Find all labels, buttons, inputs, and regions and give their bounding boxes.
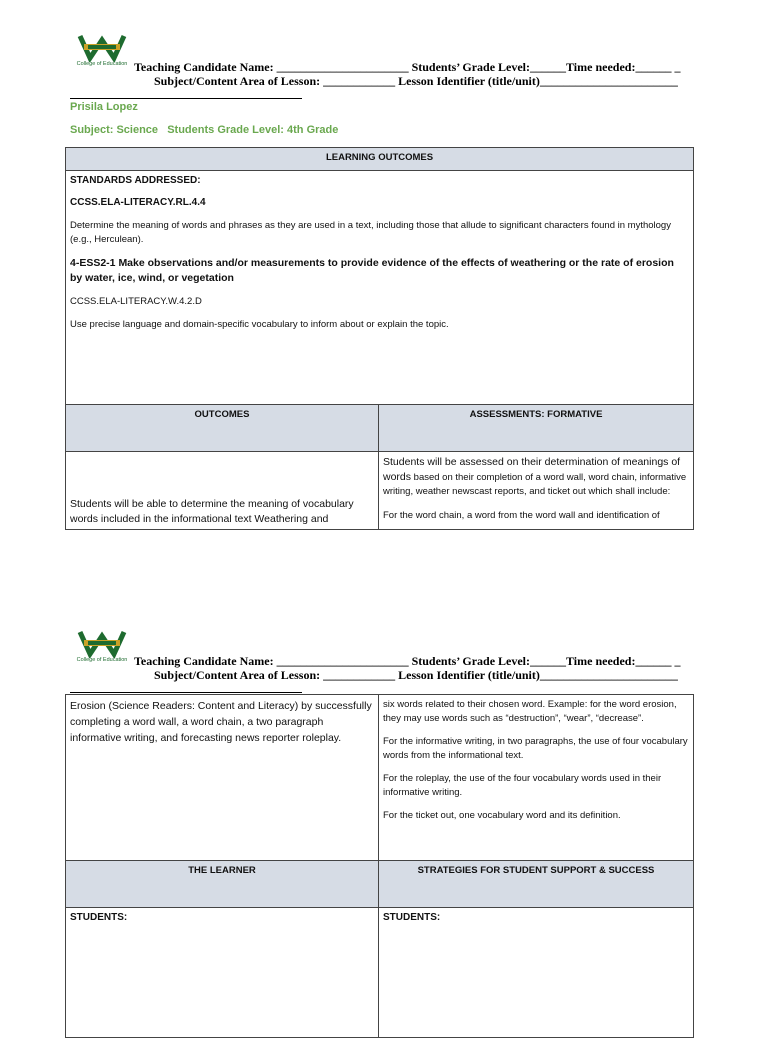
outcome-cell <box>66 452 379 530</box>
students-label-right: STUDENTS: <box>383 912 441 923</box>
college-logo <box>70 32 134 72</box>
wayne-state-logo-icon <box>70 32 134 62</box>
header-line-1: Teaching Candidate Name: ______________________ Students’ Grade Level:______Time needed:______ _ <box>134 60 681 74</box>
assessment-ticket-out: For the ticket out, one vocabulary word and its definition. <box>383 810 621 821</box>
subject-grade-line: Subject: Science Students Grade Level: 4th Grade <box>70 124 339 136</box>
outcome-cell-continued <box>66 695 379 861</box>
assessment-word-chain-continued: six words related to their chosen word. Example: for the word erosion, they may use words such as “destruction”, “wear”, “decrease”. <box>383 699 677 724</box>
assessment-cell <box>379 452 694 530</box>
assessment-word-chain: For the word chain, a word from the word wall and identification of <box>383 510 660 521</box>
signature-line <box>70 98 302 99</box>
assessment-text <box>383 455 689 501</box>
the-learner-header: THE LEARNER <box>66 861 379 908</box>
learning-outcomes-header: LEARNING OUTCOMES <box>66 148 694 171</box>
standards-cell <box>66 171 694 405</box>
learner-table <box>65 694 694 1038</box>
header-line-2: Subject/Content Area of Lesson: ____________ Lesson Identifier (title/unit)_______________________ <box>154 74 678 88</box>
strategies-students-cell <box>379 908 694 1038</box>
standard-1-text: Determine the meaning of words and phrases as they are used in a text, including those that allude to significant characters found in mythology (e.g., Herculean). <box>70 220 671 245</box>
standard-1-code: CCSS.ELA-LITERACY.RL.4.4 <box>70 197 206 208</box>
learner-students-cell <box>66 908 379 1038</box>
assessments-header: ASSESSMENTS: FORMATIVE <box>379 405 694 452</box>
outcomes-header: OUTCOMES <box>66 405 379 452</box>
assessment-roleplay: For the roleplay, the use of the four vocabulary words used in their informative writing. <box>383 773 662 798</box>
college-logo-page-2 <box>70 628 134 668</box>
header-line-1-page-2: Teaching Candidate Name: ______________________ Students’ Grade Level:______Time needed:______ _ <box>134 654 681 668</box>
standard-3-text: Use precise language and domain-specific vocabulary to inform about or explain the topic. <box>70 319 449 330</box>
standard-3-code: CCSS.ELA-LITERACY.W.4.2.D <box>70 296 202 307</box>
assessment-cell-continued <box>379 695 694 861</box>
strategies-header: STRATEGIES FOR STUDENT SUPPORT & SUCCESS <box>379 861 694 908</box>
standard-2-text: 4-ESS2-1 Make observations and/or measurements to provide evidence of the effects of weathering or the rate of erosion by water, ice, wind, or vegetation <box>70 257 674 284</box>
assessment-lead: Students will be assessed on their determination of meanings of words <box>383 456 681 483</box>
logo-caption: College of Education <box>76 657 128 663</box>
outcome-text-continued: Erosion (Science Readers: Content and Literacy) by successfully completing a word wall, a word chain, a two paragraph informative writing, and forecasting news reporter roleplay. <box>70 700 372 744</box>
header-line-2-page-2: Subject/Content Area of Lesson: ____________ Lesson Identifier (title/unit)_______________________ <box>154 668 678 682</box>
learning-outcomes-table <box>65 147 694 530</box>
signature-line-page-2 <box>70 692 302 693</box>
standards-label: STANDARDS ADDRESSED: <box>70 175 201 186</box>
assessment-informative-writing: For the informative writing, in two paragraphs, the use of four vocabulary words from the informational text. <box>383 736 688 761</box>
students-label-left: STUDENTS: <box>70 912 128 923</box>
wayne-state-logo-icon <box>70 628 134 658</box>
logo-caption: College of Education <box>76 61 128 67</box>
assessment-rest: based on their completion of a word wall, word chain, informative writing, weather newscast reports, and ticket out which shall include: <box>383 472 687 497</box>
outcome-text: Students will be able to determine the meaning of vocabulary words included in the informational text Weathering and <box>70 498 354 525</box>
candidate-name: Prisila Lopez <box>70 101 138 113</box>
